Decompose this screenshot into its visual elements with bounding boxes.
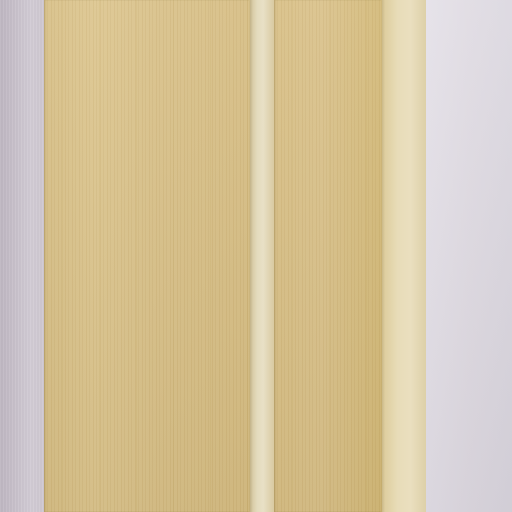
- wood-panel-left: [44, 0, 250, 512]
- groove-right-shadow: [382, 0, 385, 512]
- board-right-shadow: [274, 0, 277, 512]
- left-wall: [0, 0, 44, 512]
- left-edge-shadow: [44, 0, 47, 512]
- wood-panel-right: [274, 0, 382, 512]
- right-wall: [426, 0, 512, 512]
- panel-groove-right: [382, 0, 426, 512]
- panel-groove-left: [250, 0, 274, 512]
- groove-left-shadow: [250, 0, 253, 512]
